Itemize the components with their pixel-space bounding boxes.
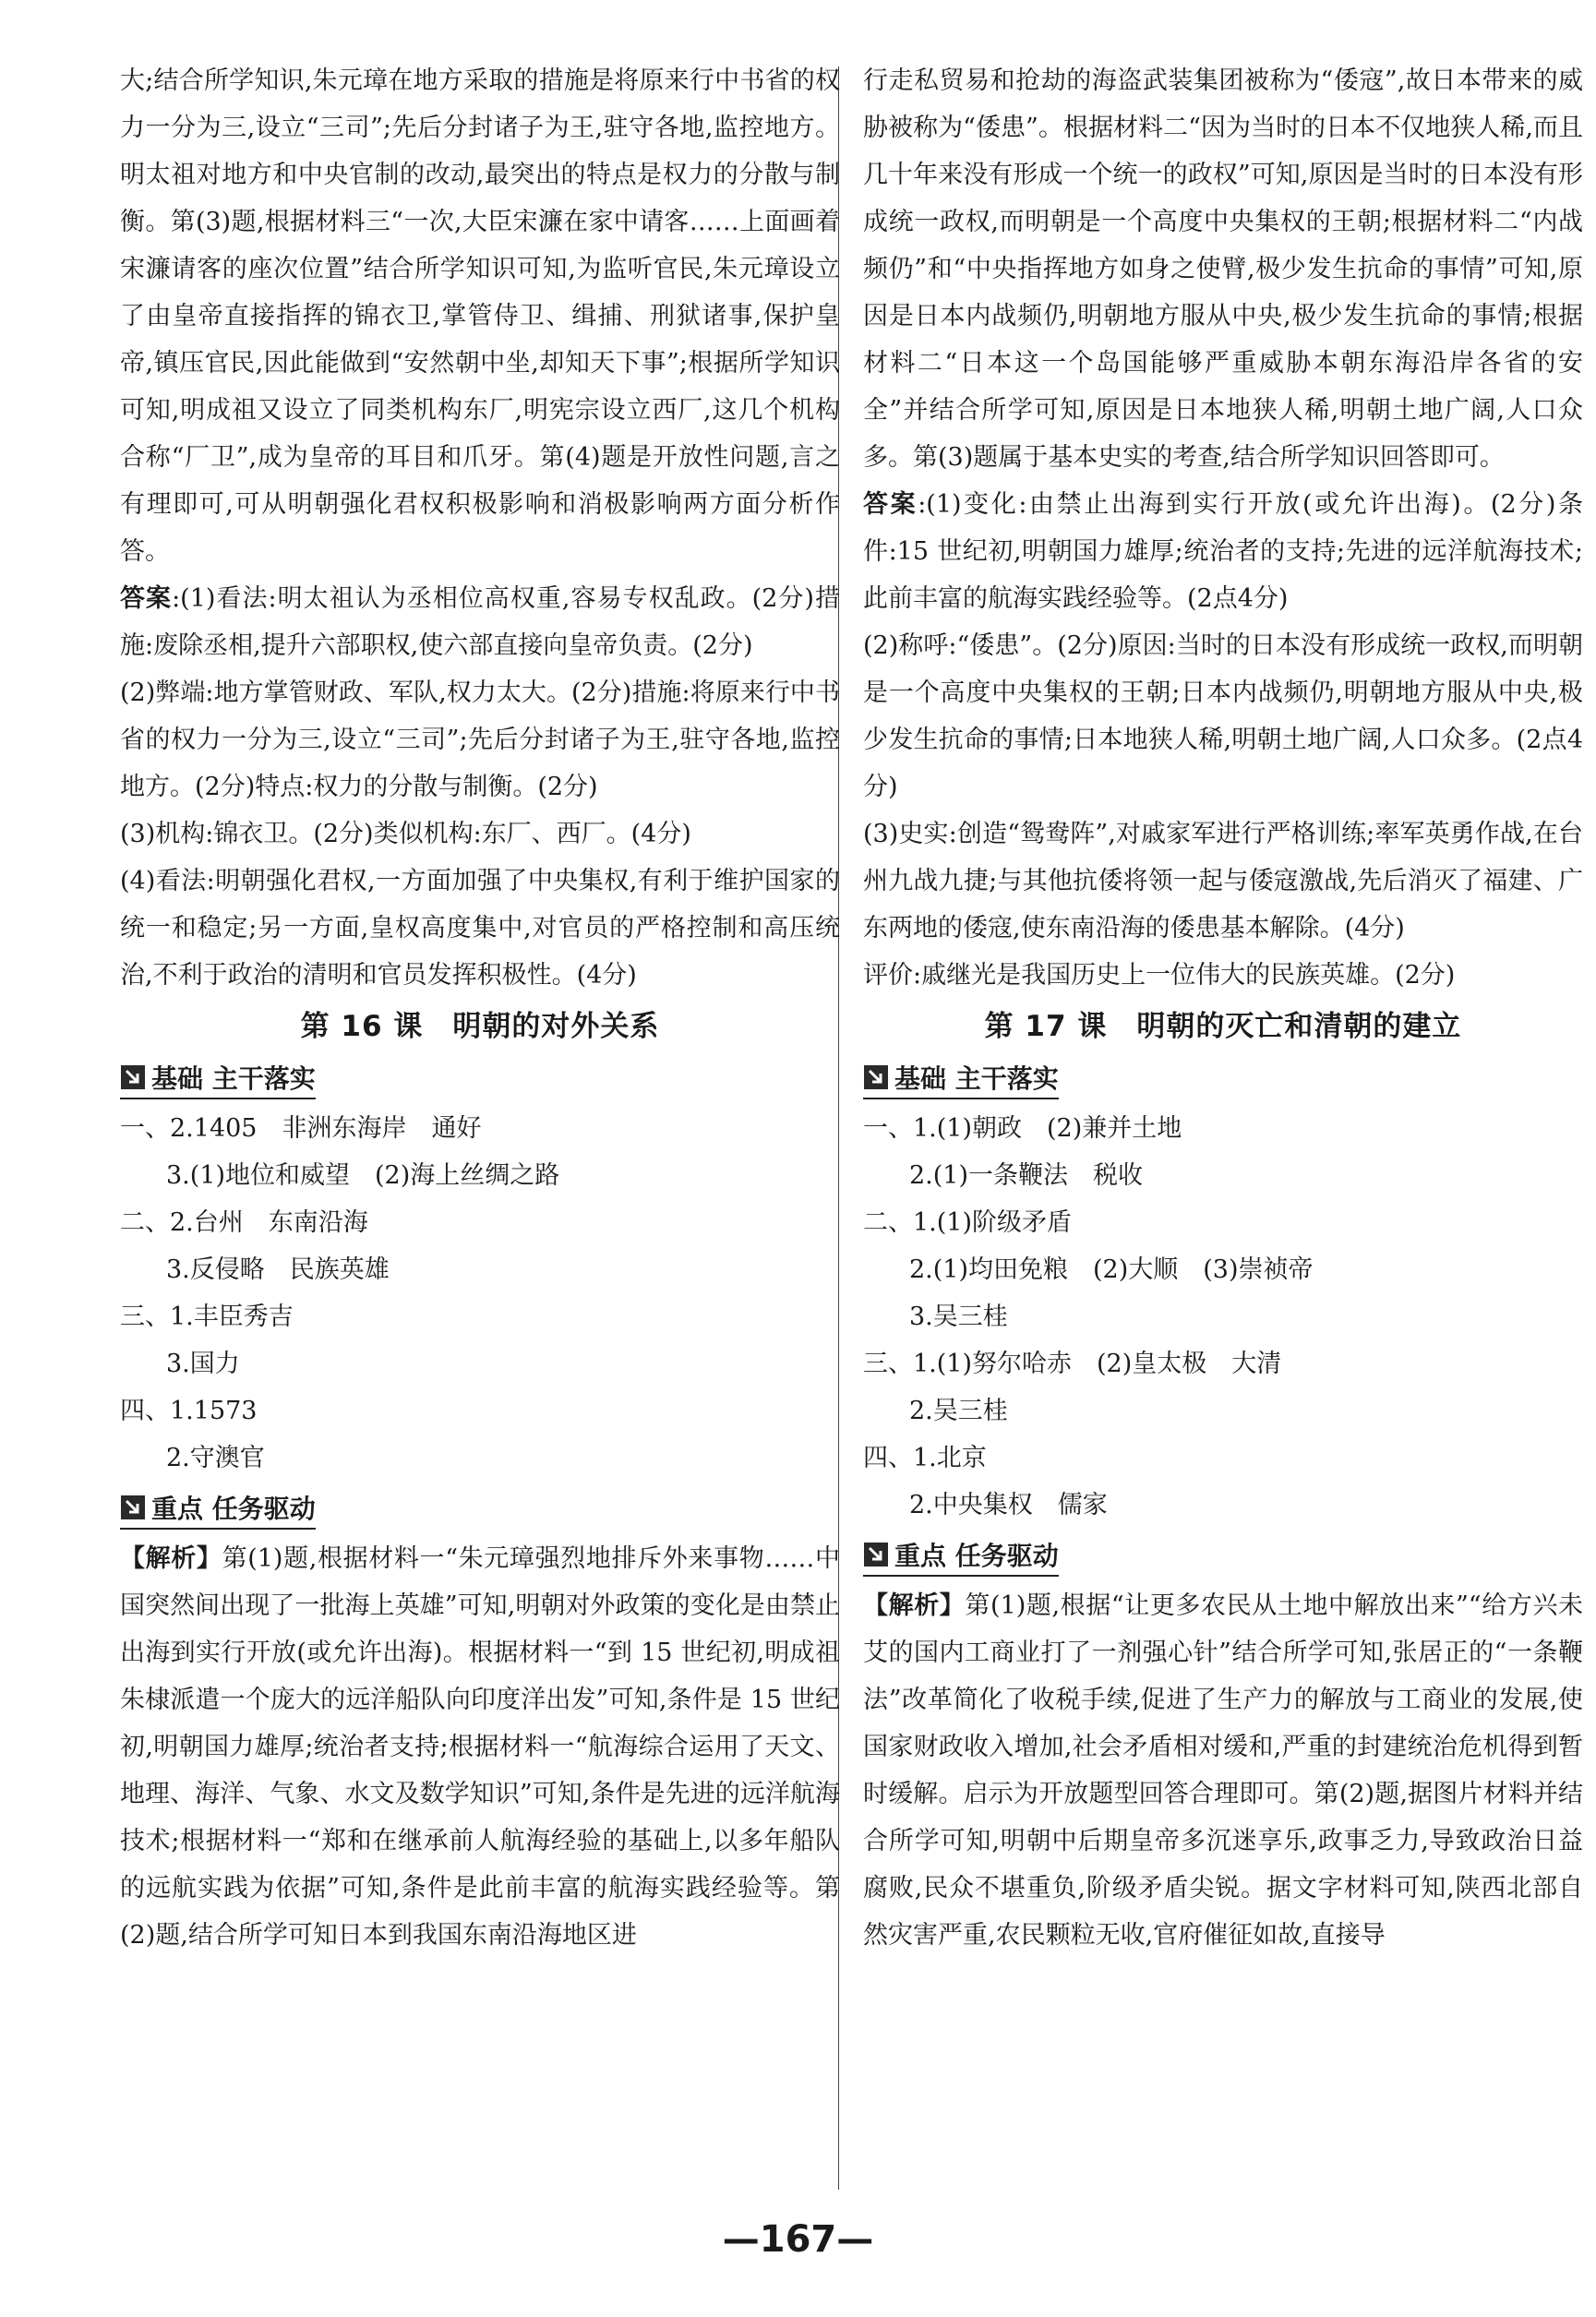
- section-title: 基础 主干落实: [894, 1063, 1059, 1094]
- section-title: 基础 主干落实: [151, 1063, 316, 1094]
- arrow-box-icon: [863, 1064, 889, 1090]
- list-item: 四、1.1573: [120, 1397, 258, 1425]
- analysis-paragraph: 【解析】第(1)题,根据材料一“朱元璋强烈地排斥外来事物……中国突然间出现了一批海上英雄”可知,明朝对外政策的变化是由禁止出海到实行开放(或允许出海)。根据材料一“到 15 世纪初,明成祖朱棣派遣一个庞大的远洋船队向印度洋出发”可知,条件是 15 世纪初,明朝国力雄厚;统治者支持;根据材料一“航海综合运用了天文、地理、海洋、气象、水文及数学知识”可知,条件是先进的远洋航海技术;根据材料一“郑和在继承前人航海经验的基础上,以多年船队的远航实践为依据”可知,条件是此前丰富的航海实践经验等。第(2)题,结合所学可知日本到我国东南沿海地区进: [120, 1544, 840, 1950]
- basics-list-left: [120, 1105, 840, 1482]
- arrow-box-icon: [120, 1495, 146, 1520]
- answer-1: 答案:(1)看法:明太祖认为丞相位高权重,容易专权乱政。(2分)措施:废除丞相,提升六部职权,使六部直接向皇帝负责。(2分): [120, 584, 840, 660]
- list-item: 一、2.1405 非洲东海岸 通好: [120, 1114, 482, 1143]
- analysis-label: 【解析】: [863, 1591, 966, 1620]
- page-number: —167—: [722, 2218, 874, 2261]
- analysis-label: 【解析】: [120, 1544, 222, 1573]
- list-item: 二、2.台州 东南沿海: [120, 1208, 368, 1237]
- section-basics-header: [120, 1059, 316, 1099]
- left-column: [120, 57, 840, 1959]
- answer-1: 答案:(1)变化:由禁止出海到实行开放(或允许出海)。(2分)条件:15 世纪初,明朝国力雄厚;统治者的支持;先进的远洋航海技术;此前丰富的航海实践经验等。(2点4分): [863, 490, 1583, 613]
- section-title: 重点 任务驱动: [151, 1494, 316, 1524]
- analysis-paragraph: 【解析】第(1)题,根据“让更多农民从土地中解放出来”“给方兴未艾的国内工商业打了一剂强心针”结合所学可知,张居正的“一条鞭法”改革简化了收税手续,促进了生产力的解放与工商业的发展,使国家财政收入增加,社会矛盾相对缓和,严重的封建统治危机得到暂时缓解。启示为开放题型回答合理即可。第(2)题,据图片材料并结合所学可知,明朝中后期皇帝多沉迷享乐,政事乏力,导致政治日益腐败,民众不堪重负,阶级矛盾尖锐。据文字材料可知,陕西北部自然灾害严重,农民颗粒无收,官府催征如故,直接导: [863, 1591, 1584, 1950]
- list-item: 2.(1)均田免粮 (2)大顺 (3)崇祯帝: [909, 1255, 1314, 1284]
- list-item: 2.中央集权 儒家: [909, 1491, 1108, 1519]
- list-item: 四、1.北京: [863, 1444, 987, 1472]
- answer-3: (3)机构:锦衣卫。(2分)类似机构:东厂、西厂。(4分): [120, 820, 691, 848]
- lesson-16-title: 第 16 课 明朝的对外关系: [300, 1010, 660, 1043]
- arrow-box-icon: [120, 1064, 146, 1090]
- list-item: 一、1.(1)朝政 (2)兼并土地: [863, 1114, 1182, 1143]
- evaluation: 评价:戚继光是我国历史上一位伟大的民族英雄。(2分): [863, 961, 1456, 990]
- arrow-box-icon: [863, 1542, 889, 1567]
- answer-2: (2)称呼:“倭患”。(2分)原因:当时的日本没有形成统一政权,而明朝是一个高度中央集权的王朝;日本内战频仍,明朝地方服从中央,极少发生抗命的事情;日本地狭人稀,明朝土地广阔,人口众多。(2点4分): [863, 631, 1583, 801]
- answer-2: (2)弊端:地方掌管财政、军队,权力太大。(2分)措施:将原来行中书省的权力一分为三,设立“三司”;先后分封诸子为王,驻守各地,监控地方。(2分)特点:权力的分散与制衡。(2分): [120, 678, 840, 801]
- list-item: 2.守澳官: [166, 1444, 265, 1472]
- analysis-continuation: 大;结合所学知识,朱元璋在地方采取的措施是将原来行中书省的权力一分为三,设立“三司”;先后分封诸子为王,驻守各地,监控地方。明太祖对地方和中央官制的改动,最突出的特点是权力的分散与制衡。第(3)题,根据材料三“一次,大臣宋濂在家中请客……上面画着宋濂请客的座次位置”结合所学知识可知,为监听官民,朱元璋设立了由皇帝直接指挥的锦衣卫,掌管侍卫、缉捕、刑狱诸事,保护皇帝,镇压官民,因此能做到“安然朝中坐,却知天下事”;根据所学知识可知,明成祖又设立了同类机构东厂,明宪宗设立西厂,这几个机构合称“厂卫”,成为皇帝的耳目和爪牙。第(4)题是开放性问题,言之有理即可,可从明朝强化君权积极影响和消极影响两方面分析作答。: [120, 66, 840, 566]
- answer-3: (3)史实:创造“鸳鸯阵”,对戚家军进行严格训练;率军英勇作战,在台州九战九捷;与其他抗倭将领一起与倭寇激战,先后消灭了福建、广东两地的倭寇,使东南沿海的倭患基本解除。(4分): [863, 820, 1583, 942]
- list-item: 3.国力: [166, 1350, 240, 1378]
- analysis-continuation: 行走私贸易和抢劫的海盗武装集团被称为“倭寇”,故日本带来的威胁被称为“倭患”。根据材料二“因为当时的日本不仅地狭人稀,而且几十年来没有形成一个统一的政权”可知,原因是当时的日本没有形成统一政权,而明朝是一个高度中央集权的王朝;根据材料二“内战频仍”和“中央指挥地方如身之使臂,极少发生抗命的事情”可知,原因是日本内战频仍,明朝地方服从中央,极少发生抗命的事情;根据材料二“日本这一个岛国能够严重威胁本朝东海沿岸各省的安全”并结合所学可知,原因是日本地狭人稀,明朝土地广阔,人口众多。第(3)题属于基本史实的考查,结合所学知识回答即可。: [863, 66, 1583, 472]
- list-item: 二、1.(1)阶级矛盾: [863, 1208, 1073, 1237]
- basics-list-right: [863, 1105, 1583, 1529]
- list-item: 3.吴三桂: [909, 1303, 1008, 1331]
- list-item: 3.反侵略 民族英雄: [166, 1255, 390, 1284]
- list-item: 三、1.丰臣秀吉: [120, 1303, 294, 1331]
- list-item: 2.吴三桂: [909, 1397, 1008, 1425]
- section-focus-header: [120, 1489, 316, 1530]
- lesson-17-title: 第 17 课 明朝的灭亡和清朝的建立: [984, 1010, 1462, 1043]
- right-column: [863, 57, 1583, 1959]
- section-focus-header: [863, 1536, 1059, 1577]
- answer-4: (4)看法:明朝强化君权,一方面加强了中央集权,有利于维护国家的统一和稳定;另一方面,皇权高度集中,对官员的严格控制和高压统治,不利于政治的清明和官员发挥积极性。(4分): [120, 867, 840, 990]
- list-item: 2.(1)一条鞭法 税收: [909, 1161, 1144, 1190]
- answer-label: 答案: [120, 584, 173, 613]
- list-item: 3.(1)地位和威望 (2)海上丝绸之路: [166, 1161, 560, 1190]
- section-basics-header: [863, 1059, 1059, 1099]
- answer-label: 答案: [863, 490, 918, 519]
- list-item: 三、1.(1)努尔哈赤 (2)皇太极 大清: [863, 1350, 1282, 1378]
- section-title: 重点 任务驱动: [894, 1541, 1059, 1571]
